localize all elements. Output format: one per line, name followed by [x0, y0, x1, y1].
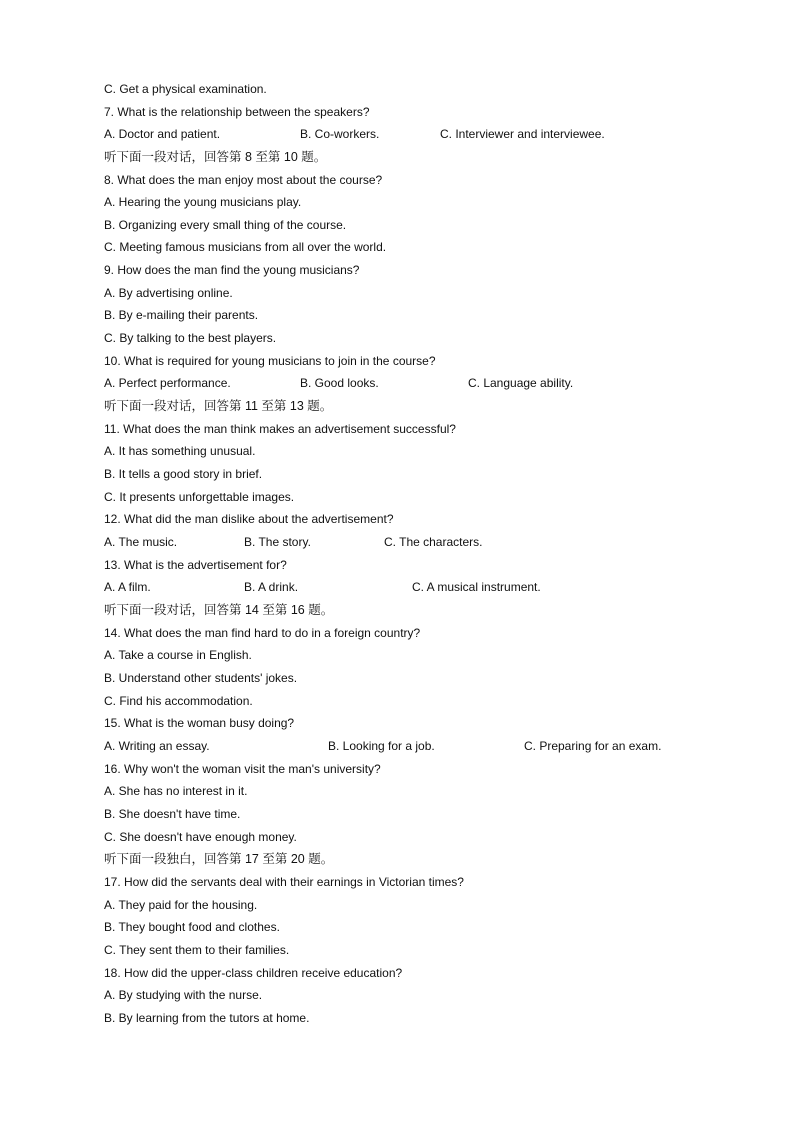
option-c: C. The characters.: [384, 535, 483, 549]
section-instruction: 听下面一段对话，回答第 11 至第 13 题。: [104, 399, 333, 413]
option-line: B. She doesn't have time.: [104, 807, 241, 821]
section-instruction: 听下面一段对话，回答第 8 至第 10 题。: [104, 150, 327, 164]
question-16: 16. Why won't the woman visit the man's university?: [104, 762, 381, 776]
option-line: A. By advertising online.: [104, 286, 233, 300]
option-line: B. Understand other students' jokes.: [104, 671, 298, 685]
section-instruction: 听下面一段对话，回答第 14 至第 16 题。: [104, 603, 334, 617]
option-line: A. They paid for the housing.: [104, 898, 258, 912]
option-a: A. A film.: [104, 580, 151, 594]
option-line: C. By talking to the best players.: [104, 331, 277, 345]
section-instruction: 听下面一段独白，回答第 17 至第 20 题。: [104, 852, 334, 866]
option-line: B. By learning from the tutors at home.: [104, 1011, 310, 1025]
option-b: B. Good looks.: [300, 376, 379, 390]
option-line: B. They bought food and clothes.: [104, 920, 280, 934]
option-line: C. They sent them to their families.: [104, 943, 290, 957]
question-14: 14. What does the man find hard to do in a foreign country?: [104, 626, 421, 640]
option-line: B. It tells a good story in brief.: [104, 467, 263, 481]
option-b: B. Looking for a job.: [328, 739, 435, 753]
option-line: C. Find his accommodation.: [104, 694, 253, 708]
option-line: A. Take a course in English.: [104, 648, 252, 662]
option-b: B. Co-workers.: [300, 127, 380, 141]
option-line: A. Hearing the young musicians play.: [104, 195, 302, 209]
question-15: 15. What is the woman busy doing?: [104, 716, 295, 730]
option-line: A. It has something unusual.: [104, 444, 256, 458]
question-17: 17. How did the servants deal with their earnings in Victorian times?: [104, 875, 464, 889]
option-line: A. She has no interest in it.: [104, 784, 248, 798]
question-8: 8. What does the man enjoy most about the course?: [104, 173, 383, 187]
option-a: A. Perfect performance.: [104, 376, 231, 390]
option-line: C. She doesn't have enough money.: [104, 830, 297, 844]
option-line: C. Get a physical examination.: [104, 82, 267, 96]
option-c: C. Language ability.: [468, 376, 574, 390]
question-18: 18. How did the upper-class children receive education?: [104, 966, 403, 980]
option-a: A. Doctor and patient.: [104, 127, 221, 141]
option-c: C. Interviewer and interviewee.: [440, 127, 605, 141]
option-c: C. A musical instrument.: [412, 580, 541, 594]
option-line: C. Meeting famous musicians from all over the world.: [104, 240, 387, 254]
question-13: 13. What is the advertisement for?: [104, 558, 287, 572]
question-9: 9. How does the man find the young musicians?: [104, 263, 360, 277]
question-12: 12. What did the man dislike about the advertisement?: [104, 512, 394, 526]
option-line: B. By e-mailing their parents.: [104, 308, 259, 322]
option-b: B. A drink.: [244, 580, 299, 594]
question-11: 11. What does the man think makes an advertisement successful?: [104, 422, 456, 436]
option-c: C. Preparing for an exam.: [524, 739, 662, 753]
question-7: 7. What is the relationship between the speakers?: [104, 105, 370, 119]
option-line: A. By studying with the nurse.: [104, 988, 263, 1002]
option-a: A. The music.: [104, 535, 178, 549]
option-b: B. The story.: [244, 535, 311, 549]
option-line: C. It presents unforgettable images.: [104, 490, 295, 504]
option-a: A. Writing an essay.: [104, 739, 210, 753]
option-line: B. Organizing every small thing of the course.: [104, 218, 347, 232]
question-10: 10. What is required for young musicians to join in the course?: [104, 354, 436, 368]
